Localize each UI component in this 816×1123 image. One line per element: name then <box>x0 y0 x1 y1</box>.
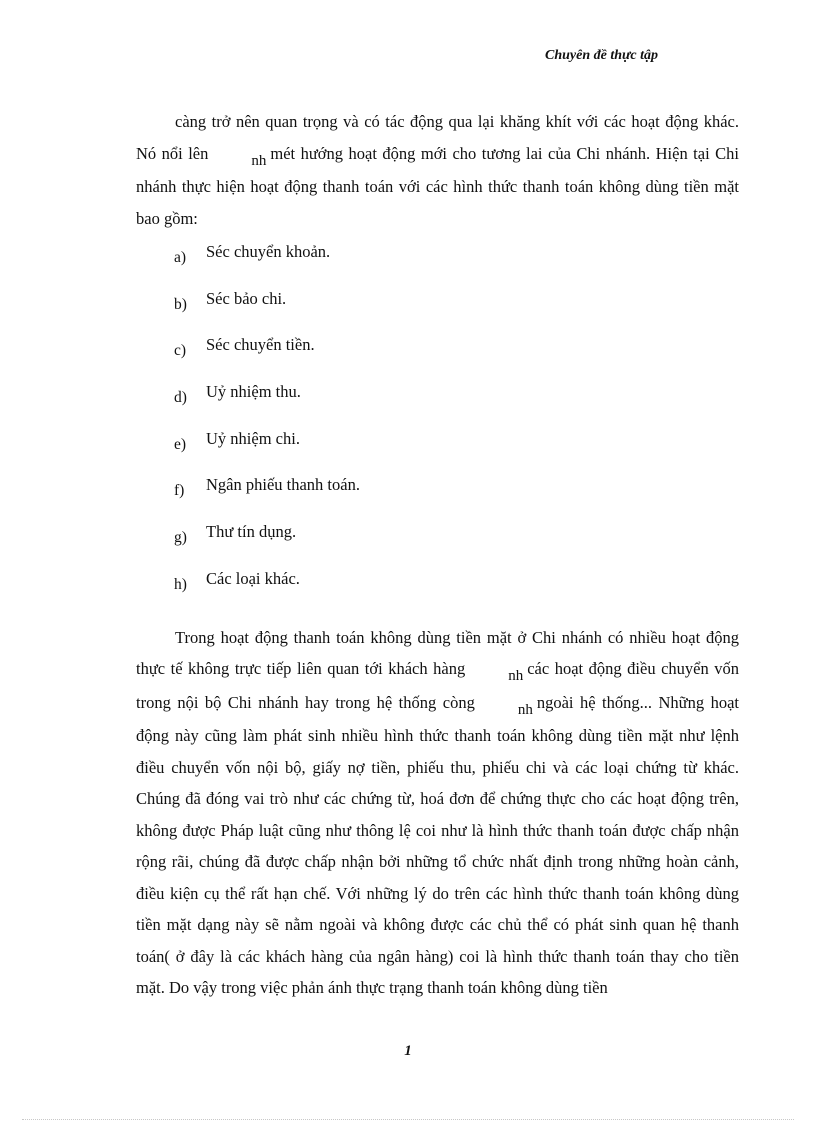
paragraph-2-subscript-2: nh <box>517 701 533 718</box>
list-marker: a) <box>174 249 187 266</box>
payment-forms-list <box>136 242 739 616</box>
page-header-title: Chuyên đề thực tập <box>544 48 658 63</box>
list-item <box>136 242 739 289</box>
paragraph-1-subscript: nh <box>251 152 267 169</box>
list-item <box>136 475 739 522</box>
list-marker: c) <box>174 342 187 360</box>
list-marker: b) <box>174 295 187 313</box>
list-item-text: Thư tín dụng. <box>206 522 297 542</box>
list-item-text: Uỷ nhiệm thu. <box>206 382 301 402</box>
paragraph-2-subscript-1: nh <box>508 668 524 684</box>
list-item-text: Séc bảo chi. <box>206 288 287 308</box>
paragraph-2-part1: Trong hoạt động thanh toán không dùng tiền mặt ở Chi nhánh có nhiều hoạt động thực tế không trực tiếp liên quan tới khách hàng <box>136 627 739 678</box>
list-item <box>136 429 739 476</box>
page-number: 1 <box>404 1043 412 1059</box>
document-body <box>136 106 739 1004</box>
paragraph-1-part1: càng trở nên quan trọng và có tác động qua lại khăng khít với các hoạt động khác. Nó nổi lên <box>136 112 739 163</box>
list-item-text: Uỷ nhiệm chi. <box>206 428 300 448</box>
list-marker: d) <box>174 389 187 407</box>
list-item <box>136 289 739 336</box>
paragraph-2-part2: các hoạt động điều chuyển vốn trong nội bộ Chi nhánh hay trong hệ thống còng <box>136 659 740 712</box>
list-item <box>136 382 739 429</box>
list-item <box>136 569 739 616</box>
paragraph-2 <box>136 622 739 1004</box>
paragraph-1 <box>136 106 739 234</box>
list-item <box>136 335 739 382</box>
list-item-text: Séc chuyển khoản. <box>206 242 331 261</box>
list-item-text: Các loại khác. <box>206 568 300 588</box>
list-marker: h) <box>174 575 187 593</box>
list-marker: g) <box>174 529 187 547</box>
list-item-text: Séc chuyển tiền. <box>206 335 315 355</box>
paragraph-1-part2: mét hướng hoạt động mới cho tương lai của Chi nhánh. Hiện tại Chi nhánh thực hiện hoạt động thanh toán với các hình thức thanh toán không dùng tiền mặt bao gồm: <box>136 143 739 228</box>
list-marker: f) <box>174 482 185 500</box>
footer-divider <box>22 1119 794 1120</box>
list-item-text: Ngân phiếu thanh toán. <box>206 475 360 495</box>
list-item <box>136 522 739 569</box>
list-marker: e) <box>174 435 187 453</box>
paragraph-2-part3: ngoài hệ thống... Những hoạt động này cũng làm phát sinh nhiều hình thức thanh toán không dùng tiền mặt như lệnh điều chuyển vốn nội bộ, giấy nợ tiền, phiếu thu, phiếu chi và các loại chứng từ khác. Chúng đã đóng vai trò như các chứng từ, hoá đơn để chứng thực cho các hoạt động trên, không được Pháp luật cũng như thông lệ coi như là hình thức thanh toán được chấp nhận rộng rãi, chúng đã được chấp nhận bởi những tổ chức nhất định trong những hoàn cảnh, điều kiện cụ thể rất hạn chế. Với những lý do trên các hình thức thanh toán không dùng tiền mặt dạng này sẽ nằm ngoài và không được các chủ thể có phát sinh quan hệ thanh toán( ở đây là các khách hàng của ngân hàng) coi là hình thức thanh toán thay cho tiền mặt. Do vậy trong việc phản ánh thực trạng thanh toán không dùng tiền <box>136 692 739 997</box>
